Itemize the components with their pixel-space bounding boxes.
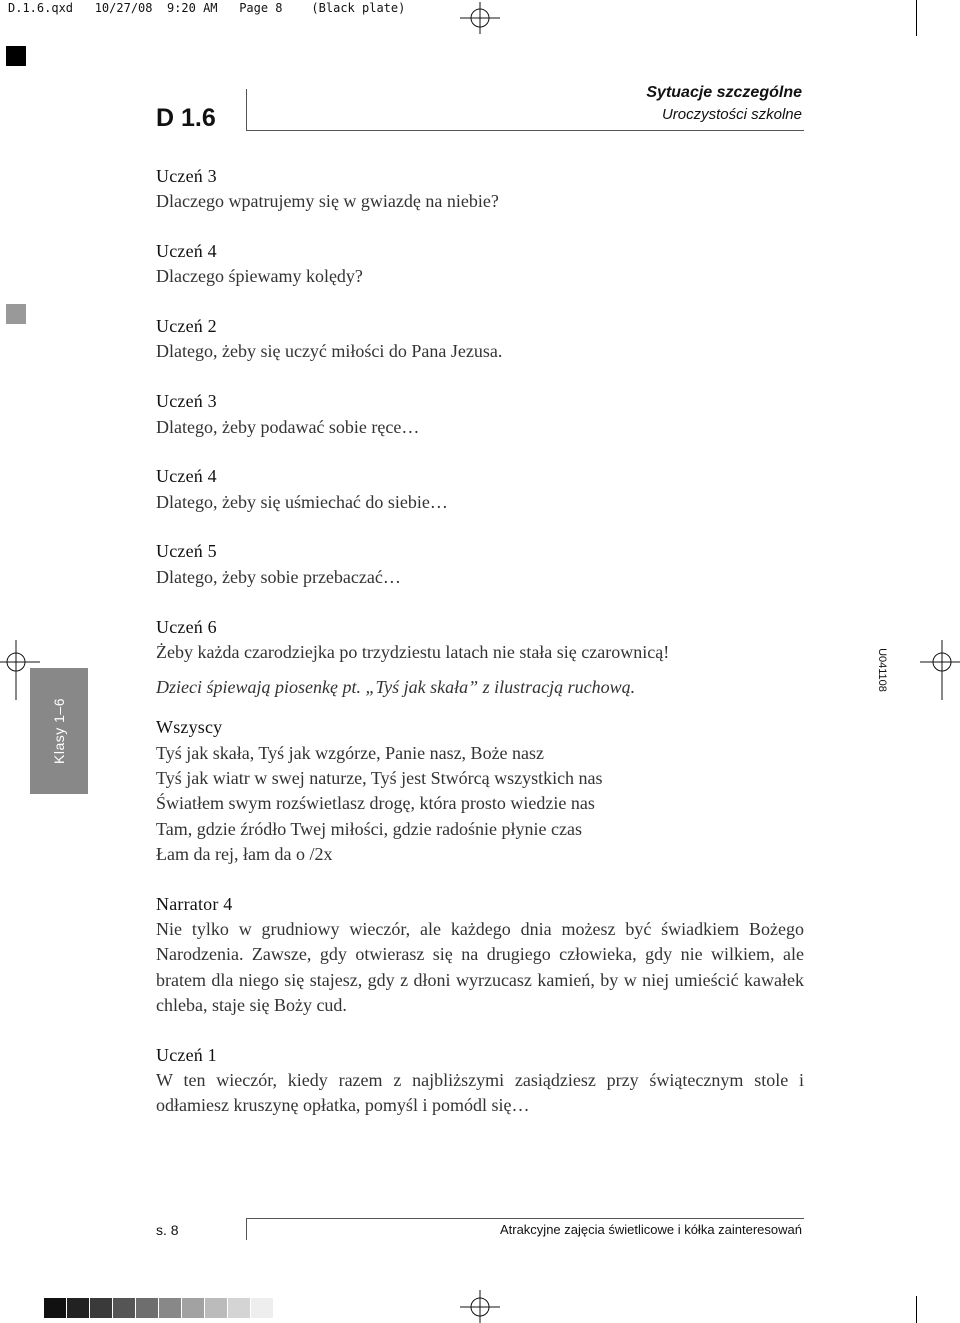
color-swatch — [44, 1298, 66, 1318]
color-swatch — [67, 1298, 89, 1318]
dialogue-line: Żeby każda czarodziejka po trzydziestu latach nie stała się czarownicą! — [156, 641, 670, 662]
song-block — [156, 715, 804, 867]
dialogue-line: Dlatego, żeby się uczyć miłości do Pana Jezusa. — [156, 341, 503, 362]
song-line: Tam, gdzie źródło Twej miłości, gdzie radośnie płynie czas — [156, 818, 583, 839]
side-tab-label: Klasy 1–6 — [51, 698, 67, 764]
color-swatch — [228, 1298, 250, 1318]
narrator-text: Nie tylko w grudniowy wieczór, ale każdego dnia możesz być świadkiem Bożego Narodzenia. Zawsze, gdy otwierasz się na drugiego człowieka, gdy nie wilkiem, ale bratem dla niego się stajesz, gdy z dłoni wyrzucasz kamień, by w niej umieścić kawałek chleba, staje się Boży cud. — [156, 919, 804, 1015]
final-block — [156, 1043, 804, 1119]
header-rule-vertical — [246, 89, 247, 131]
crop-line-bottom-right — [916, 1296, 917, 1323]
song-line: Łam da rej, łam da o /2x — [156, 843, 333, 864]
narrator-block — [156, 892, 804, 1018]
color-swatch — [90, 1298, 112, 1318]
final-text: W ten wieczór, kiedy razem z najbliższymi zasiądziesz przy świątecznym stole i odłamiesz kruszynę opłatka, pomyśl i pomódl się… — [156, 1070, 804, 1116]
song-line: Tyś jak skała, Tyś jak wzgórze, Panie nasz, Boże nasz — [156, 742, 545, 763]
gray-square-marker — [6, 304, 26, 324]
speaker-name: Uczeń 3 — [156, 166, 217, 186]
color-swatch — [205, 1298, 227, 1318]
color-swatch — [159, 1298, 181, 1318]
speaker-name: Narrator 4 — [156, 893, 233, 914]
dialogue-block — [156, 314, 804, 365]
registration-mark-top — [460, 2, 500, 34]
section-code: D 1.6 — [156, 104, 216, 132]
footer-rule — [246, 1218, 804, 1219]
color-swatch — [113, 1298, 135, 1318]
speaker-name: Uczeń 2 — [156, 316, 217, 337]
dialogue-line: Dlaczego wpatrujemy się w gwiazdę na niebie? — [156, 191, 499, 212]
color-swatch — [182, 1298, 204, 1318]
song-line: Tyś jak wiatr w swej naturze, Tyś jest Stwórcą wszystkich nas — [156, 768, 603, 789]
header-category: Sytuacje szczególne — [646, 84, 802, 101]
speaker-name: Wszyscy — [156, 717, 223, 738]
stage-direction: Dzieci śpiewają piosenkę pt. „Tyś jak skała” z ilustracją ruchową. — [156, 677, 636, 698]
color-swatch — [136, 1298, 158, 1318]
speaker-name: Uczeń 3 — [156, 391, 217, 412]
speaker-name: Uczeń 4 — [156, 241, 217, 262]
script-content — [156, 164, 804, 1143]
color-swatch-strip — [44, 1298, 273, 1318]
header-subcategory: Uroczystości szkolne — [661, 106, 802, 123]
header-rule — [246, 130, 804, 131]
black-square-marker — [6, 46, 26, 66]
dialogue-block — [156, 539, 804, 590]
side-code-label: U041108 — [876, 648, 888, 692]
side-tab — [30, 668, 88, 794]
speaker-name: Uczeń 4 — [156, 466, 217, 487]
dialogue-line: Dlatego, żeby sobie przebaczać… — [156, 566, 401, 587]
footer-rule-vertical — [246, 1218, 247, 1240]
dialogue-line: Dlaczego śpiewamy kolędy? — [156, 266, 363, 287]
dialogue-block — [156, 615, 804, 666]
color-swatch — [251, 1298, 273, 1318]
crop-line-top-right — [916, 0, 917, 36]
dialogue-block — [156, 239, 804, 290]
dialogue-block — [156, 389, 804, 440]
registration-mark-right — [920, 640, 960, 700]
footer-title: Atrakcyjne zajęcia świetlicowe i kółka zainteresowań — [499, 1222, 802, 1237]
side-code — [872, 648, 892, 692]
speaker-name: Uczeń 5 — [156, 541, 217, 562]
song-line: Światłem swym rozświetlasz drogę, która prosto wiedzie nas — [156, 793, 595, 814]
print-slug: D.1.6.qxd 10/27/08 9:20 AM Page 8 (Black plate) — [8, 1, 406, 15]
speaker-name: Uczeń 1 — [156, 1044, 217, 1065]
dialogue-line: Dlatego, żeby się uśmiechać do siebie… — [156, 491, 448, 512]
dialogue-block — [156, 164, 804, 215]
dialogue-line: Dlatego, żeby podawać sobie ręce… — [156, 416, 420, 437]
dialogue-block — [156, 464, 804, 515]
speaker-name: Uczeń 6 — [156, 616, 217, 637]
registration-mark-bottom — [460, 1290, 500, 1323]
page-number: s. 8 — [156, 1222, 179, 1238]
